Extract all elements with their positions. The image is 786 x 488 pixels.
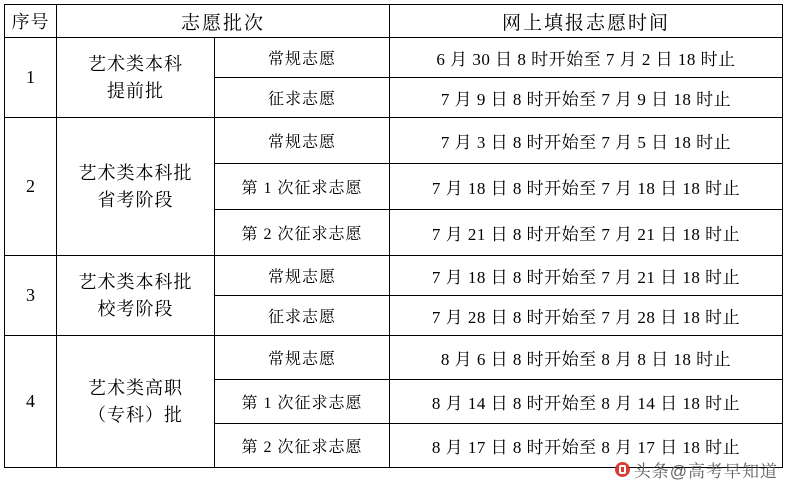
header-time: 网上填报志愿时间 bbox=[390, 5, 783, 38]
table-header-row bbox=[5, 5, 783, 38]
row-time: 8 月 14 日 8 时开始至 8 月 14 日 18 时止 bbox=[390, 380, 783, 424]
toutiao-logo-icon bbox=[615, 462, 630, 477]
row-type: 第 2 次征求志愿 bbox=[215, 210, 390, 256]
row-type: 常规志愿 bbox=[215, 118, 390, 164]
row-type: 征求志愿 bbox=[215, 78, 390, 118]
row-type: 第 1 次征求志愿 bbox=[215, 380, 390, 424]
row-type: 第 2 次征求志愿 bbox=[215, 424, 390, 468]
schedule-table-container bbox=[4, 4, 782, 468]
row-time: 7 月 28 日 8 时开始至 7 月 28 日 18 时止 bbox=[390, 296, 783, 336]
row-time: 7 月 3 日 8 时开始至 7 月 5 日 18 时止 bbox=[390, 118, 783, 164]
row-type: 常规志愿 bbox=[215, 38, 390, 78]
row-batch: 艺术类高职 （专科）批 bbox=[57, 336, 215, 468]
row-type: 征求志愿 bbox=[215, 296, 390, 336]
row-batch: 艺术类本科批 校考阶段 bbox=[57, 256, 215, 336]
table-body bbox=[5, 38, 783, 468]
row-time: 7 月 18 日 8 时开始至 7 月 21 日 18 时止 bbox=[390, 256, 783, 296]
row-time: 8 月 6 日 8 时开始至 8 月 8 日 18 时止 bbox=[390, 336, 783, 380]
row-batch: 艺术类本科批 省考阶段 bbox=[57, 118, 215, 256]
table-row bbox=[5, 118, 783, 164]
watermark-text: 头条@高考早知道 bbox=[633, 462, 778, 481]
row-no: 1 bbox=[5, 38, 57, 118]
row-no: 3 bbox=[5, 256, 57, 336]
volunteer-schedule-table bbox=[4, 4, 783, 468]
row-time: 6 月 30 日 8 时开始至 7 月 2 日 18 时止 bbox=[390, 38, 783, 78]
row-type: 第 1 次征求志愿 bbox=[215, 164, 390, 210]
row-time: 7 月 9 日 8 时开始至 7 月 9 日 18 时止 bbox=[390, 78, 783, 118]
row-time: 7 月 18 日 8 时开始至 7 月 18 日 18 时止 bbox=[390, 164, 783, 210]
header-no: 序号 bbox=[5, 5, 57, 38]
row-type: 常规志愿 bbox=[215, 256, 390, 296]
table-row bbox=[5, 256, 783, 296]
table-row bbox=[5, 336, 783, 380]
header-batch: 志愿批次 bbox=[57, 5, 390, 38]
row-no: 4 bbox=[5, 336, 57, 468]
row-no: 2 bbox=[5, 118, 57, 256]
watermark bbox=[615, 457, 778, 482]
table-row bbox=[5, 38, 783, 78]
row-time: 8 月 17 日 8 时开始至 8 月 17 日 18 时止 bbox=[390, 424, 783, 468]
row-type: 常规志愿 bbox=[215, 336, 390, 380]
row-batch: 艺术类本科 提前批 bbox=[57, 38, 215, 118]
row-time: 7 月 21 日 8 时开始至 7 月 21 日 18 时止 bbox=[390, 210, 783, 256]
